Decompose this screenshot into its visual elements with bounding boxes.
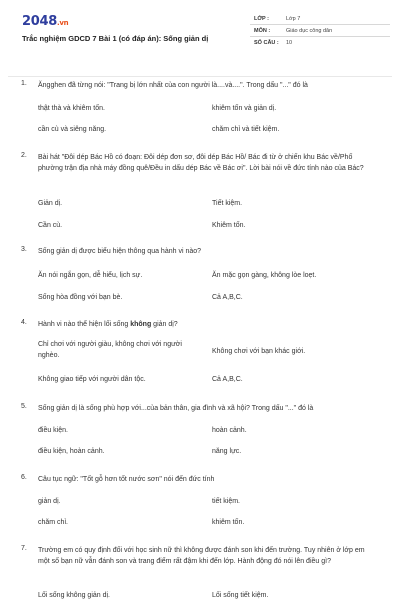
question-text-part: giản dị? xyxy=(151,321,178,328)
question-number: 6. xyxy=(21,474,27,481)
meta-value: Giáo dục công dân xyxy=(286,27,333,34)
answer-option[interactable]: Ăn mặc gọn gàng, không lòe loẹt. xyxy=(212,272,317,279)
question-text: Câu tục ngữ: "Tốt gỗ hơn tốt nước sơn" nói đến đức tính xyxy=(38,476,215,483)
quiz-meta-table xyxy=(250,13,390,49)
page-title: Trắc nghiệm GDCD 7 Bài 1 (có đáp án): Sống giản dị xyxy=(22,34,209,43)
question-text: Bài hát "Đôi dép Bác Hồ có đoạn: Đôi dép đơn sơ, đôi dép Bác Hồ/ Bác đi từ ở chiến khu Bác về/Phố phường trận địa nhà máy đồng quê/Đều in dấu dép Bác về Bác ơi". Lời bài nói về đức tính nào của Bác? xyxy=(38,154,364,172)
question-number: 4. xyxy=(21,319,27,326)
meta-row-count xyxy=(250,37,390,49)
meta-label: LỚP : xyxy=(254,15,269,22)
answer-option[interactable]: chăm chỉ và tiết kiệm. xyxy=(212,126,280,133)
answer-option[interactable]: Tiết kiệm. xyxy=(212,200,243,207)
question-number: 7. xyxy=(21,545,27,552)
question-number: 3. xyxy=(21,246,27,253)
logo-tld: .vn xyxy=(56,19,69,27)
page-header xyxy=(0,0,400,66)
header-divider xyxy=(8,76,392,77)
answer-option[interactable]: Chỉ chơi với người giàu, không chơi với người nghèo. xyxy=(38,341,182,359)
meta-value: Lớp 7 xyxy=(286,15,301,22)
meta-label: MÔN : xyxy=(254,27,271,34)
answer-option[interactable]: chăm chỉ. xyxy=(38,519,68,526)
answer-option[interactable]: Lối sống tiết kiệm. xyxy=(212,592,269,599)
answer-option[interactable]: Khiêm tốn. xyxy=(212,222,246,229)
meta-row-subject xyxy=(250,25,390,37)
logo-text: 2048 xyxy=(22,14,57,29)
site-logo[interactable] xyxy=(22,14,68,29)
question-text: Ăngghen đã từng nói: "Trang bị lớn nhất của con người là....và....". Trong dấu "..." đó là xyxy=(38,82,308,89)
answer-option[interactable]: Sống hòa đồng với bạn bè. xyxy=(38,294,123,301)
answer-option[interactable]: Cả A,B,C. xyxy=(212,376,243,383)
answer-option[interactable]: khiêm tốn và giản dị. xyxy=(212,105,277,112)
answer-option[interactable]: giản dị. xyxy=(38,498,61,505)
question-text: Sống giản dị được biểu hiện thông qua hành vi nào? xyxy=(38,248,202,255)
answer-option[interactable]: khiêm tốn. xyxy=(212,519,245,526)
answer-option[interactable]: Giản dị. xyxy=(38,200,63,207)
question-number: 1. xyxy=(21,80,27,87)
answer-option[interactable]: thật thà và khiêm tốn. xyxy=(38,105,105,112)
meta-value: 10 xyxy=(286,40,293,46)
answer-option[interactable]: Không giao tiếp với người dân tộc. xyxy=(38,376,146,383)
answer-option[interactable]: cần cù và siêng năng. xyxy=(38,126,107,133)
meta-label: SỐ CÂU : xyxy=(254,40,279,46)
answer-option[interactable]: điều kiện. xyxy=(38,427,68,434)
question-text xyxy=(38,319,378,330)
question-text-emphasis: không xyxy=(130,321,152,328)
answer-option[interactable]: hoàn cảnh. xyxy=(212,427,247,434)
meta-row-grade xyxy=(250,13,390,25)
question-text-part: Hành vi nào thể hiện lối sống xyxy=(38,321,131,328)
answer-option[interactable]: Cần cù. xyxy=(38,222,63,229)
answer-option[interactable]: điều kiện, hoàn cảnh. xyxy=(38,448,105,455)
answer-option[interactable]: tiết kiệm. xyxy=(212,498,241,505)
answer-option[interactable]: Ăn nói ngắn gọn, dễ hiểu, lịch sự. xyxy=(38,272,143,279)
answer-option[interactable]: Cả A,B,C. xyxy=(212,294,243,301)
question-text: Sống giản dị là sống phù hợp với...của bản thân, gia đình và xã hội? Trong dấu "..." đó là xyxy=(38,405,314,412)
question-text: Trường em có quy định đối với học sinh nữ thì không được đánh son khi đến trường. Tuy nhiên ở lớp em một số bạn nữ vẫn đánh son và trang điểm rất đậm khi đến lớp. Hành động đó nói lên điều gì? xyxy=(38,547,365,565)
question-number: 5. xyxy=(21,403,27,410)
answer-option[interactable]: Không chơi với bạn khác giới. xyxy=(212,348,306,355)
question-number: 2. xyxy=(21,152,27,159)
answer-option[interactable]: năng lực. xyxy=(212,448,242,455)
answer-option[interactable]: Lối sống không giản dị. xyxy=(38,592,110,599)
